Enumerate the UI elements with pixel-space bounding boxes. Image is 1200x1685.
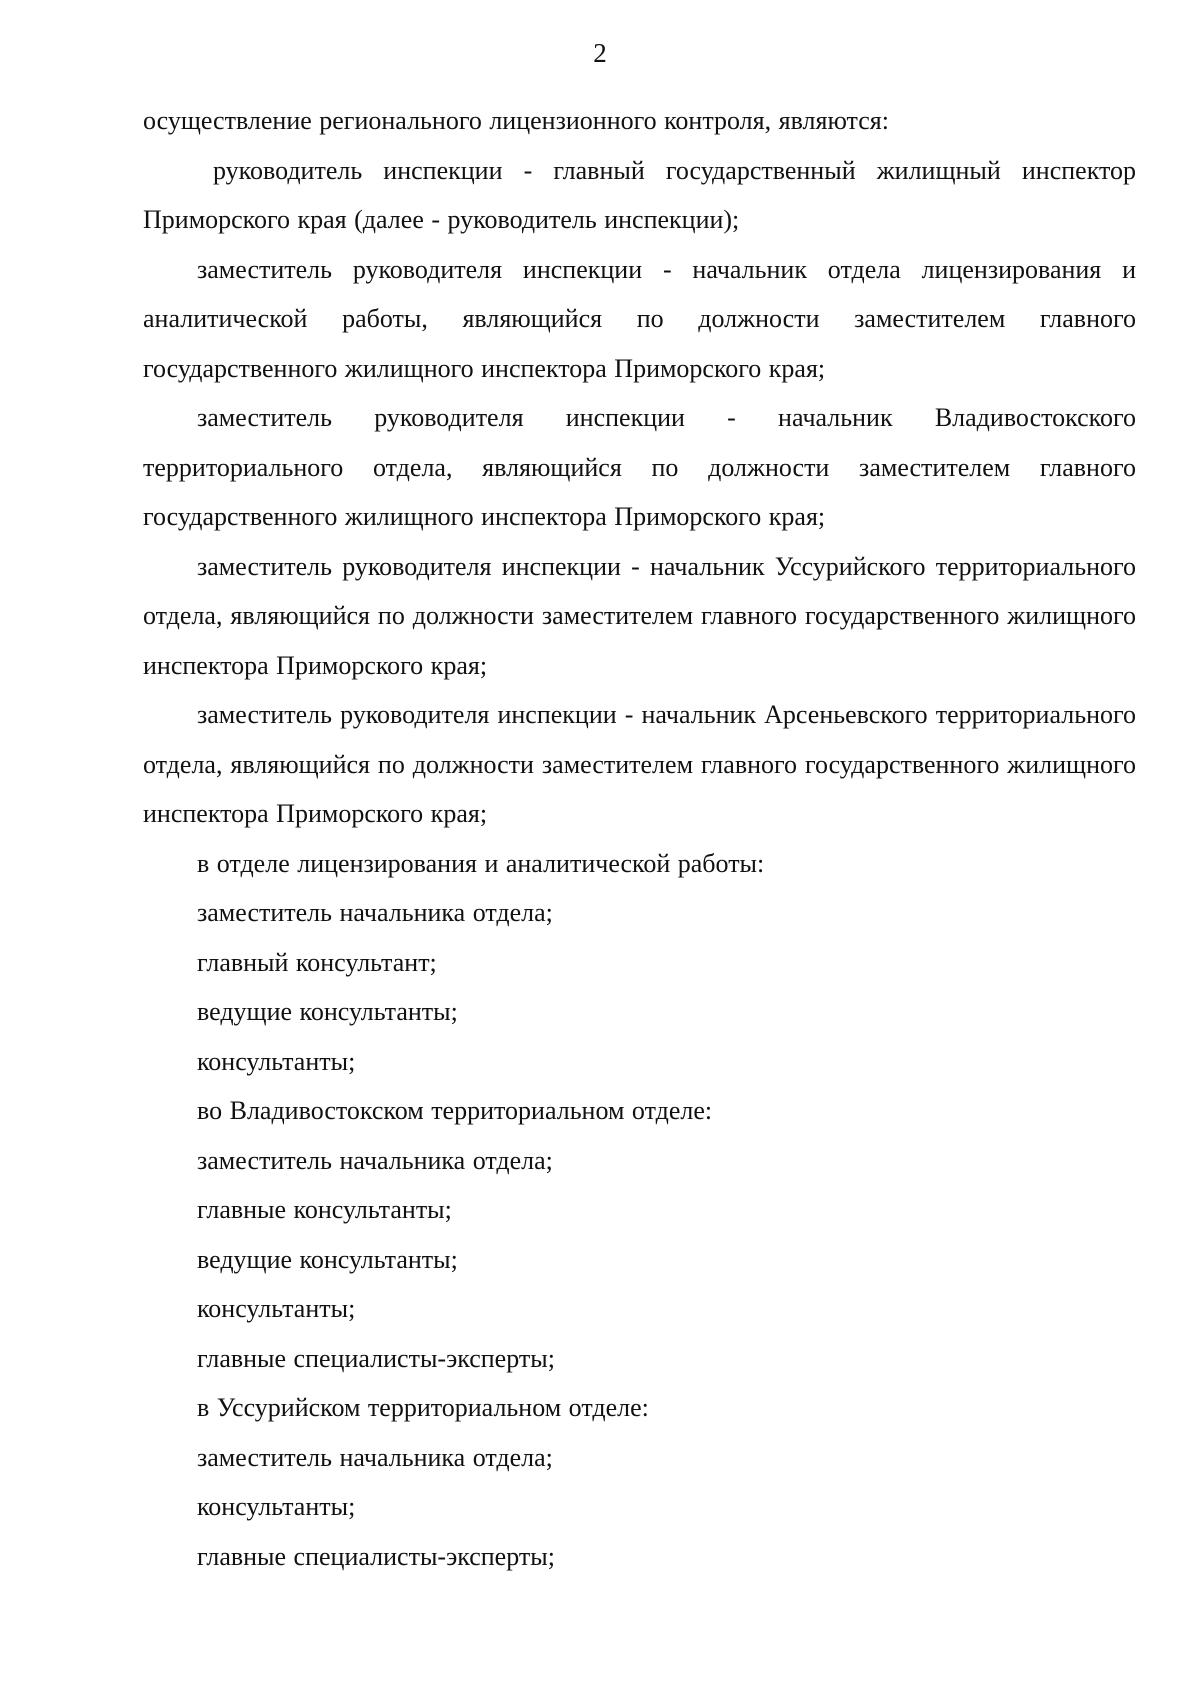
- paragraph-deputy-licensing: заместитель руководителя инспекции - начальник отдела лицензирования и аналитической работы, являющийся по должности заместителем главного государственного жилищного инспектора Приморского края;: [143, 254, 1136, 383]
- paragraph-head-of-inspection: руководитель инспекции - главный государственный жилищный инспектор Приморского края (далее - руководитель инспекции);: [143, 155, 1136, 234]
- list-item: главные специалисты-эксперты;: [197, 1343, 555, 1373]
- list-item: заместитель начальника отдела;: [197, 1145, 553, 1175]
- list-item: ведущие консультанты;: [197, 997, 458, 1026]
- paragraph-deputy-vladivostok: заместитель руководителя инспекции - начальник Владивостокского территориального отдела, являющийся по должности заместителем главного государственного жилищного инспектора Приморского края;: [143, 403, 1136, 531]
- list-item: заместитель начальника отдела;: [197, 1442, 553, 1472]
- paragraph-deputy-ussuriysk: заместитель руководителя инспекции - начальник Уссурийского территориального отдела, являющийся по должности заместителем главного государственного жилищного инспектора Приморского края;: [143, 551, 1136, 680]
- list-item: главные консультанты;: [197, 1195, 452, 1224]
- list-item: консультанты;: [197, 1492, 356, 1521]
- list-item: главный консультант;: [197, 947, 437, 977]
- list-heading-licensing-dept: в отделе лицензирования и аналитической работы:: [197, 848, 765, 878]
- list-item: главные специалисты-эксперты;: [197, 1541, 555, 1571]
- list-item: ведущие консультанты;: [197, 1244, 458, 1274]
- paragraph-deputy-arsenyev: заместитель руководителя инспекции - начальник Арсеньевского территориального отдела, являющийся по должности заместителем главного государственного жилищного инспектора Приморского края;: [143, 700, 1136, 828]
- list-item: заместитель начальника отдела;: [197, 898, 553, 927]
- paragraph-intro: осуществление регионального лицензионного контроля, являются:: [143, 106, 889, 135]
- list-heading-vladivostok-dept: во Владивостокском территориальном отделе:: [197, 1096, 713, 1125]
- list-item: консультанты;: [197, 1046, 356, 1076]
- list-heading-ussuriysk-dept: в Уссурийском территориальном отделе:: [197, 1393, 649, 1422]
- list-item: консультанты;: [197, 1294, 356, 1323]
- document-body: [143, 96, 1136, 1581]
- page-number: 2: [593, 38, 607, 68]
